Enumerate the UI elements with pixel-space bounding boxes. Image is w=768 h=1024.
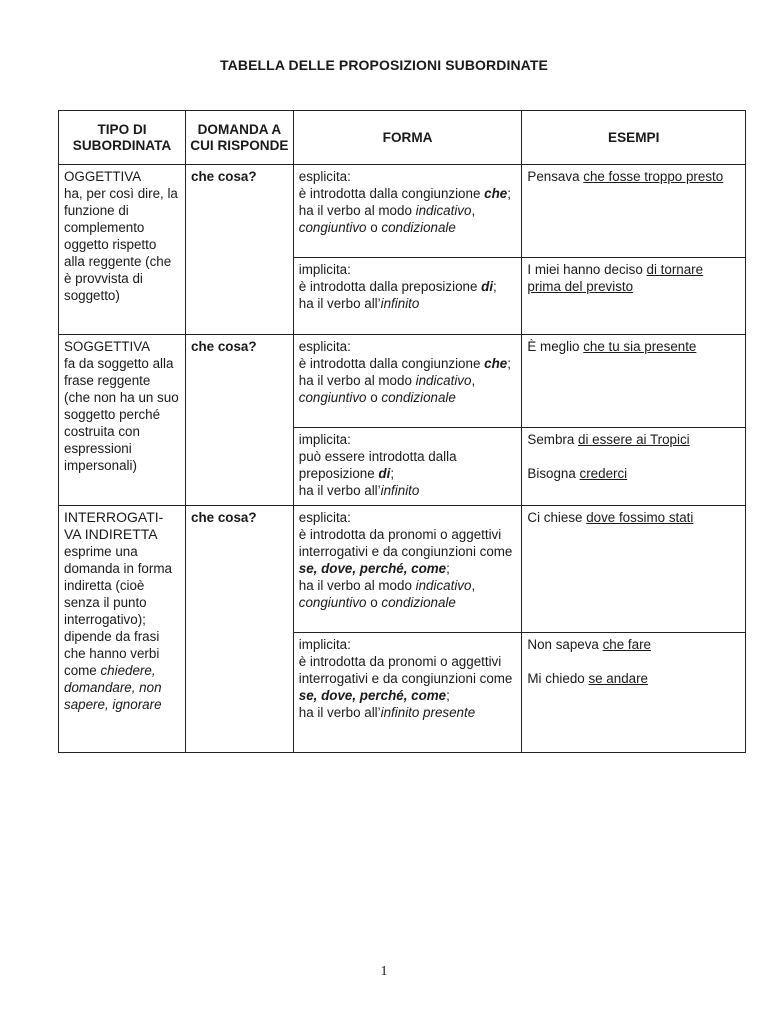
domanda-cell: che cosa?: [186, 165, 294, 335]
esempio-cell: Non sapeva che fare Mi chiedo se andare: [522, 633, 746, 753]
forma-line: è introdotta da pronomi o aggettivi interrogativi e da congiunzioni come se, dove, perché, come;: [298, 527, 513, 576]
esempio-cell: Sembra di essere ai Tropici Bisogna crederci: [522, 428, 746, 506]
forma-line: ha il verbo all’infinito: [298, 483, 420, 498]
forma-implicita-cell: [293, 258, 522, 335]
forma-line: ha il verbo all’infinito: [298, 296, 420, 311]
table-row: [59, 165, 746, 258]
header-tipo: TIPO DI SUBORDINATA: [59, 111, 186, 165]
forma-label: esplicita:: [298, 339, 351, 354]
forma-esplicita-cell: [293, 165, 522, 258]
example-underlined: che tu sia presente: [583, 339, 697, 354]
forma-esplicita-cell: [293, 506, 522, 633]
forma-implicita-cell: [293, 633, 522, 753]
esempio-cell: Pensava che fosse troppo presto: [522, 165, 746, 258]
forma-line: ha il verbo all’infinito presente: [298, 705, 476, 720]
tipo-cell: [59, 506, 186, 753]
forma-label: esplicita:: [298, 510, 351, 525]
example-underlined: dove fossimo stati: [586, 510, 694, 525]
domanda-cell: che cosa?: [186, 335, 294, 506]
forma-line: ha il verbo al modo indicativo, congiuntivo o condizionale: [298, 578, 476, 610]
tipo-name: INTERROGATI-VA INDIRETTA: [64, 509, 164, 542]
forma-label: implicita:: [298, 637, 351, 652]
esempio-cell: Ci chiese dove fossimo stati: [522, 506, 746, 633]
forma-label: implicita:: [298, 432, 351, 447]
tipo-description: ha, per così dire, la funzione di complemento oggetto rispetto alla reggente (che è provvista di soggetto): [64, 186, 178, 303]
esempio-cell: I miei hanno deciso di tornare prima del previsto: [522, 258, 746, 335]
tipo-name: SOGGETTIVA: [64, 339, 151, 354]
example-underlined: di essere ai Tropici: [578, 432, 690, 447]
header-esempi: ESEMPI: [522, 111, 746, 165]
tipo-description: fa da soggetto alla frase reggente (che non ha un suo soggetto perché costruita con espressioni impersonali): [64, 356, 179, 473]
forma-line: ha il verbo al modo indicativo, congiuntivo o condizionale: [298, 203, 476, 235]
header-domanda: DOMANDA A CUI RISPONDE: [186, 111, 294, 165]
tipo-cell: [59, 335, 186, 506]
forma-line: può essere introdotta dalla preposizione di;: [298, 449, 457, 481]
example-underlined: se andare: [588, 671, 648, 686]
forma-esplicita-cell: [293, 335, 522, 428]
forma-implicita-cell: [293, 428, 522, 506]
forma-label: esplicita:: [298, 169, 351, 184]
esempio-cell: È meglio che tu sia presente: [522, 335, 746, 428]
tipo-description: esprime una domanda in forma indiretta (cioè senza il punto interrogativo); dipende da frasi che hanno verbi come chiedere, domandare, non sapere, ignorare: [64, 544, 172, 712]
forma-line: è introdotta da pronomi o aggettivi interrogativi e da congiunzioni come se, dove, perché, come;: [298, 654, 513, 703]
table-row: [59, 506, 746, 633]
example-underlined: che fare: [602, 637, 651, 652]
document-title: TABELLA DELLE PROPOSIZIONI SUBORDINATE: [220, 57, 548, 73]
example-underlined: che fosse troppo presto: [583, 169, 724, 184]
tipo-cell: [59, 165, 186, 335]
tipo-name: OGGETTIVA: [64, 169, 142, 184]
forma-label: implicita:: [298, 262, 351, 277]
forma-line: è introdotta dalla preposizione di;: [298, 279, 497, 294]
table-row: [59, 335, 746, 428]
forma-line: ha il verbo al modo indicativo, congiuntivo o condizionale: [298, 373, 476, 405]
example-underlined: di tornare prima del previsto: [527, 262, 704, 294]
forma-line: è introdotta dalla congiunzione che;: [298, 356, 511, 371]
page-number: 1: [380, 964, 388, 979]
example-underlined: crederci: [579, 466, 628, 481]
table-header-row: [59, 111, 746, 165]
domanda-cell: che cosa?: [186, 506, 294, 753]
subordinate-clauses-table: [58, 110, 746, 753]
header-forma: FORMA: [293, 111, 522, 165]
forma-line: è introdotta dalla congiunzione che;: [298, 186, 511, 201]
